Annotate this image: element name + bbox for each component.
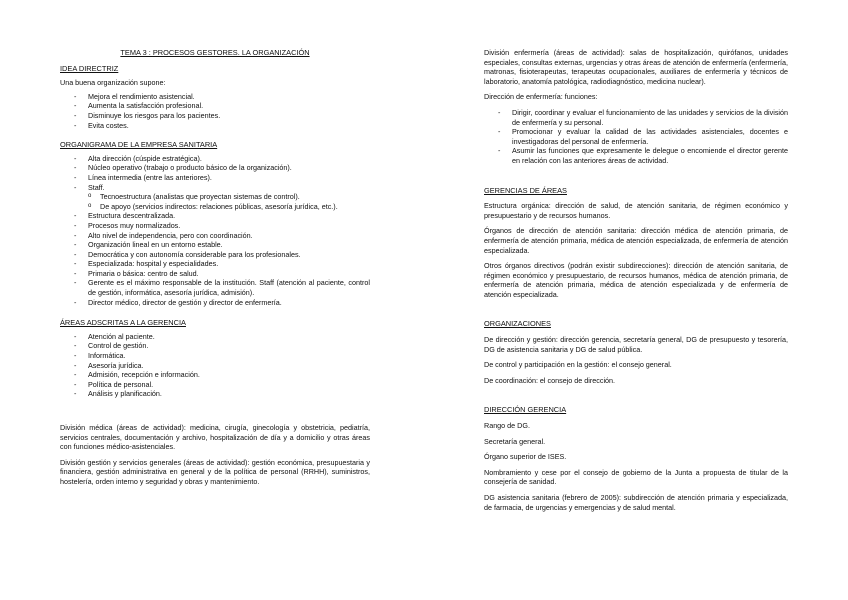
direccion-gerencia-paragraph-3: Órgano superior de ISES.: [484, 452, 567, 462]
list-item: - Informática.: [74, 351, 370, 361]
gerencias-paragraph-2: Órganos de dirección de atención sanitaria: dirección médica de atención primaria, de enfermería de atención primaria, médica de atención especializada, de enfermería de atención especializada.: [484, 226, 788, 255]
areas-heading: ÁREAS ADSCRITAS A LA GERENCIA: [60, 318, 186, 328]
list-item: - Alto nivel de independencia, pero con coordinación.: [74, 231, 370, 241]
document-title: TEMA 3 : PROCESOS GESTORES. LA ORGANIZACIÓN: [120, 48, 310, 57]
idea-list: [60, 92, 370, 130]
gerencias-paragraph-3: Otros órganos directivos (podrán existir subdirecciones): dirección de atención sanitaria, de régimen económico y presupuestario, de recursos humanos, médica de atención primaria, de enfermería de atención primaria, médica de atención especializada y de enfermería de atención especializada.: [484, 261, 788, 299]
list-item: - Disminuye los riesgos para los pacientes.: [74, 111, 370, 121]
list-item: - Democrática y con autonomía considerable para los profesionales.: [74, 250, 370, 260]
division-medica-paragraph: División médica (áreas de actividad): medicina, cirugía, ginecología y obstetricia, pediatría, servicios centrales, documentación y archivo, hospitalización de día y a domicilio y otras áreas con funciones médico-asistenciales.: [60, 423, 370, 452]
list-item: - Asesoría jurídica.: [74, 361, 370, 371]
division-gestion-paragraph: División gestión y servicios generales (áreas de actividad): gestión económica, presupuestaria y financiera, gestión administrativa en general y de la política de personal (RRHH), suministros, hostelería, orden interno y seguridad y obras y mantenimiento.: [60, 457, 370, 486]
list-item: - Núcleo operativo (trabajo o producto básico de la organización).: [74, 163, 370, 173]
staff-sublist: [60, 192, 370, 211]
list-item: - Control de gestión.: [74, 341, 370, 351]
direccion-gerencia-paragraph-4: Nombramiento y cese por el consejo de gobierno de la Junta a propuesta de titular de la consejería de sanidad.: [484, 467, 788, 487]
idea-directriz-heading: IDEA DIRECTRIZ: [60, 63, 119, 73]
list-item: - Procesos muy normalizados.: [74, 221, 370, 231]
direccion-enfermeria-intro: Dirección de enfermería: funciones:: [484, 92, 598, 102]
list-item: o De apoyo (servicios indirectos: relaciones públicas, asesoría jurídica, etc.).: [88, 202, 370, 212]
organizaciones-paragraph-3: De coordinación: el consejo de dirección.: [484, 375, 616, 385]
list-item: - Aumenta la satisfacción profesional.: [74, 101, 370, 111]
list-item: - Primaria o básica: centro de salud.: [74, 269, 370, 279]
direccion-gerencia-paragraph-2: Secretaría general.: [484, 436, 546, 446]
list-item: - Especializada: hospital y especialidades.: [74, 259, 370, 269]
list-item: - Línea intermedia (entre las anteriores).: [74, 173, 370, 183]
list-item: - Evita costes.: [74, 121, 370, 131]
division-enfermeria-paragraph: División enfermería (áreas de actividad): salas de hospitalización, quirófanos, unidades especiales, consultas externas, urgencias y otras áreas de atención de enfermería (enfermería, matronas, fisioterapeutas, terapeutas ocupacionales, auxiliares de enfermería y técnicos de laboratorio, anatomía patológica, radiodiagnóstico, medicina nuclear).: [484, 48, 788, 86]
list-item: o Tecnoestructura (analistas que proyectan sistemas de control).: [88, 192, 370, 202]
idea-intro: Una buena organización supone:: [60, 78, 166, 88]
list-item: - Análisis y planificación.: [74, 389, 370, 399]
list-item: - Dirigir, coordinar y evaluar el funcionamiento de las unidades y servicios de la división de enfermería y su personal.: [498, 108, 788, 127]
list-item: - Política de personal.: [74, 380, 370, 390]
list-item: - Promocionar y evaluar la calidad de las actividades asistenciales, docentes e investigadoras del personal de enfermería.: [498, 127, 788, 146]
list-item: - Asumir las funciones que expresamente le delegue o encomiende el director gerente en relación con las anteriores áreas de actividad.: [498, 146, 788, 165]
list-item: - Gerente es el máximo responsable de la institución. Staff (atención al paciente, control de gestión, informática, asesoría jurídica, admisión).: [74, 278, 370, 297]
direccion-enfermeria-list: [484, 108, 788, 166]
list-item: - Staff.: [74, 183, 370, 193]
list-item: - Mejora el rendimiento asistencial.: [74, 92, 370, 102]
organizaciones-paragraph-2: De control y participación en la gestión: el consejo general.: [484, 360, 672, 370]
organigrama-heading: ORGANIGRAMA DE LA EMPRESA SANITARIA: [60, 140, 218, 150]
gerencias-heading: GERENCIAS DE ÁREAS: [484, 185, 567, 195]
list-item: - Organización lineal en un entorno estable.: [74, 240, 370, 250]
organizaciones-heading: ORGANIZACIONES: [484, 319, 551, 329]
organizaciones-paragraph-1: De dirección y gestión: dirección gerencia, secretaría general, DG de presupuesto y tesorería, DG de asistencia sanitaria y DG de salud pública.: [484, 335, 788, 354]
right-column: [484, 48, 788, 512]
list-item: - Estructura descentralizada.: [74, 211, 370, 221]
organigrama-list-continued: [60, 211, 370, 307]
direccion-gerencia-heading: DIRECCIÓN GERENCIA: [484, 405, 567, 415]
left-column: [60, 48, 370, 487]
areas-list: [60, 332, 370, 399]
direccion-gerencia-paragraph-5: DG asistencia sanitaria (febrero de 2005): subdirección de atención primaria y especializada, de farmacia, de urgencias y emergencias y de salud mental.: [484, 493, 788, 512]
list-item: - Alta dirección (cúspide estratégica).: [74, 154, 370, 164]
list-item: - Atención al paciente.: [74, 332, 370, 342]
organigrama-list: [60, 154, 370, 192]
list-item: - Director médico, director de gestión y director de enfermería.: [74, 298, 370, 308]
direccion-gerencia-paragraph-1: Rango de DG.: [484, 421, 530, 431]
gerencias-paragraph-1: Estructura orgánica: dirección de salud, de atención sanitaria, de régimen económico y presupuestario y de recursos humanos.: [484, 201, 788, 220]
list-item: - Admisión, recepción e información.: [74, 370, 370, 380]
